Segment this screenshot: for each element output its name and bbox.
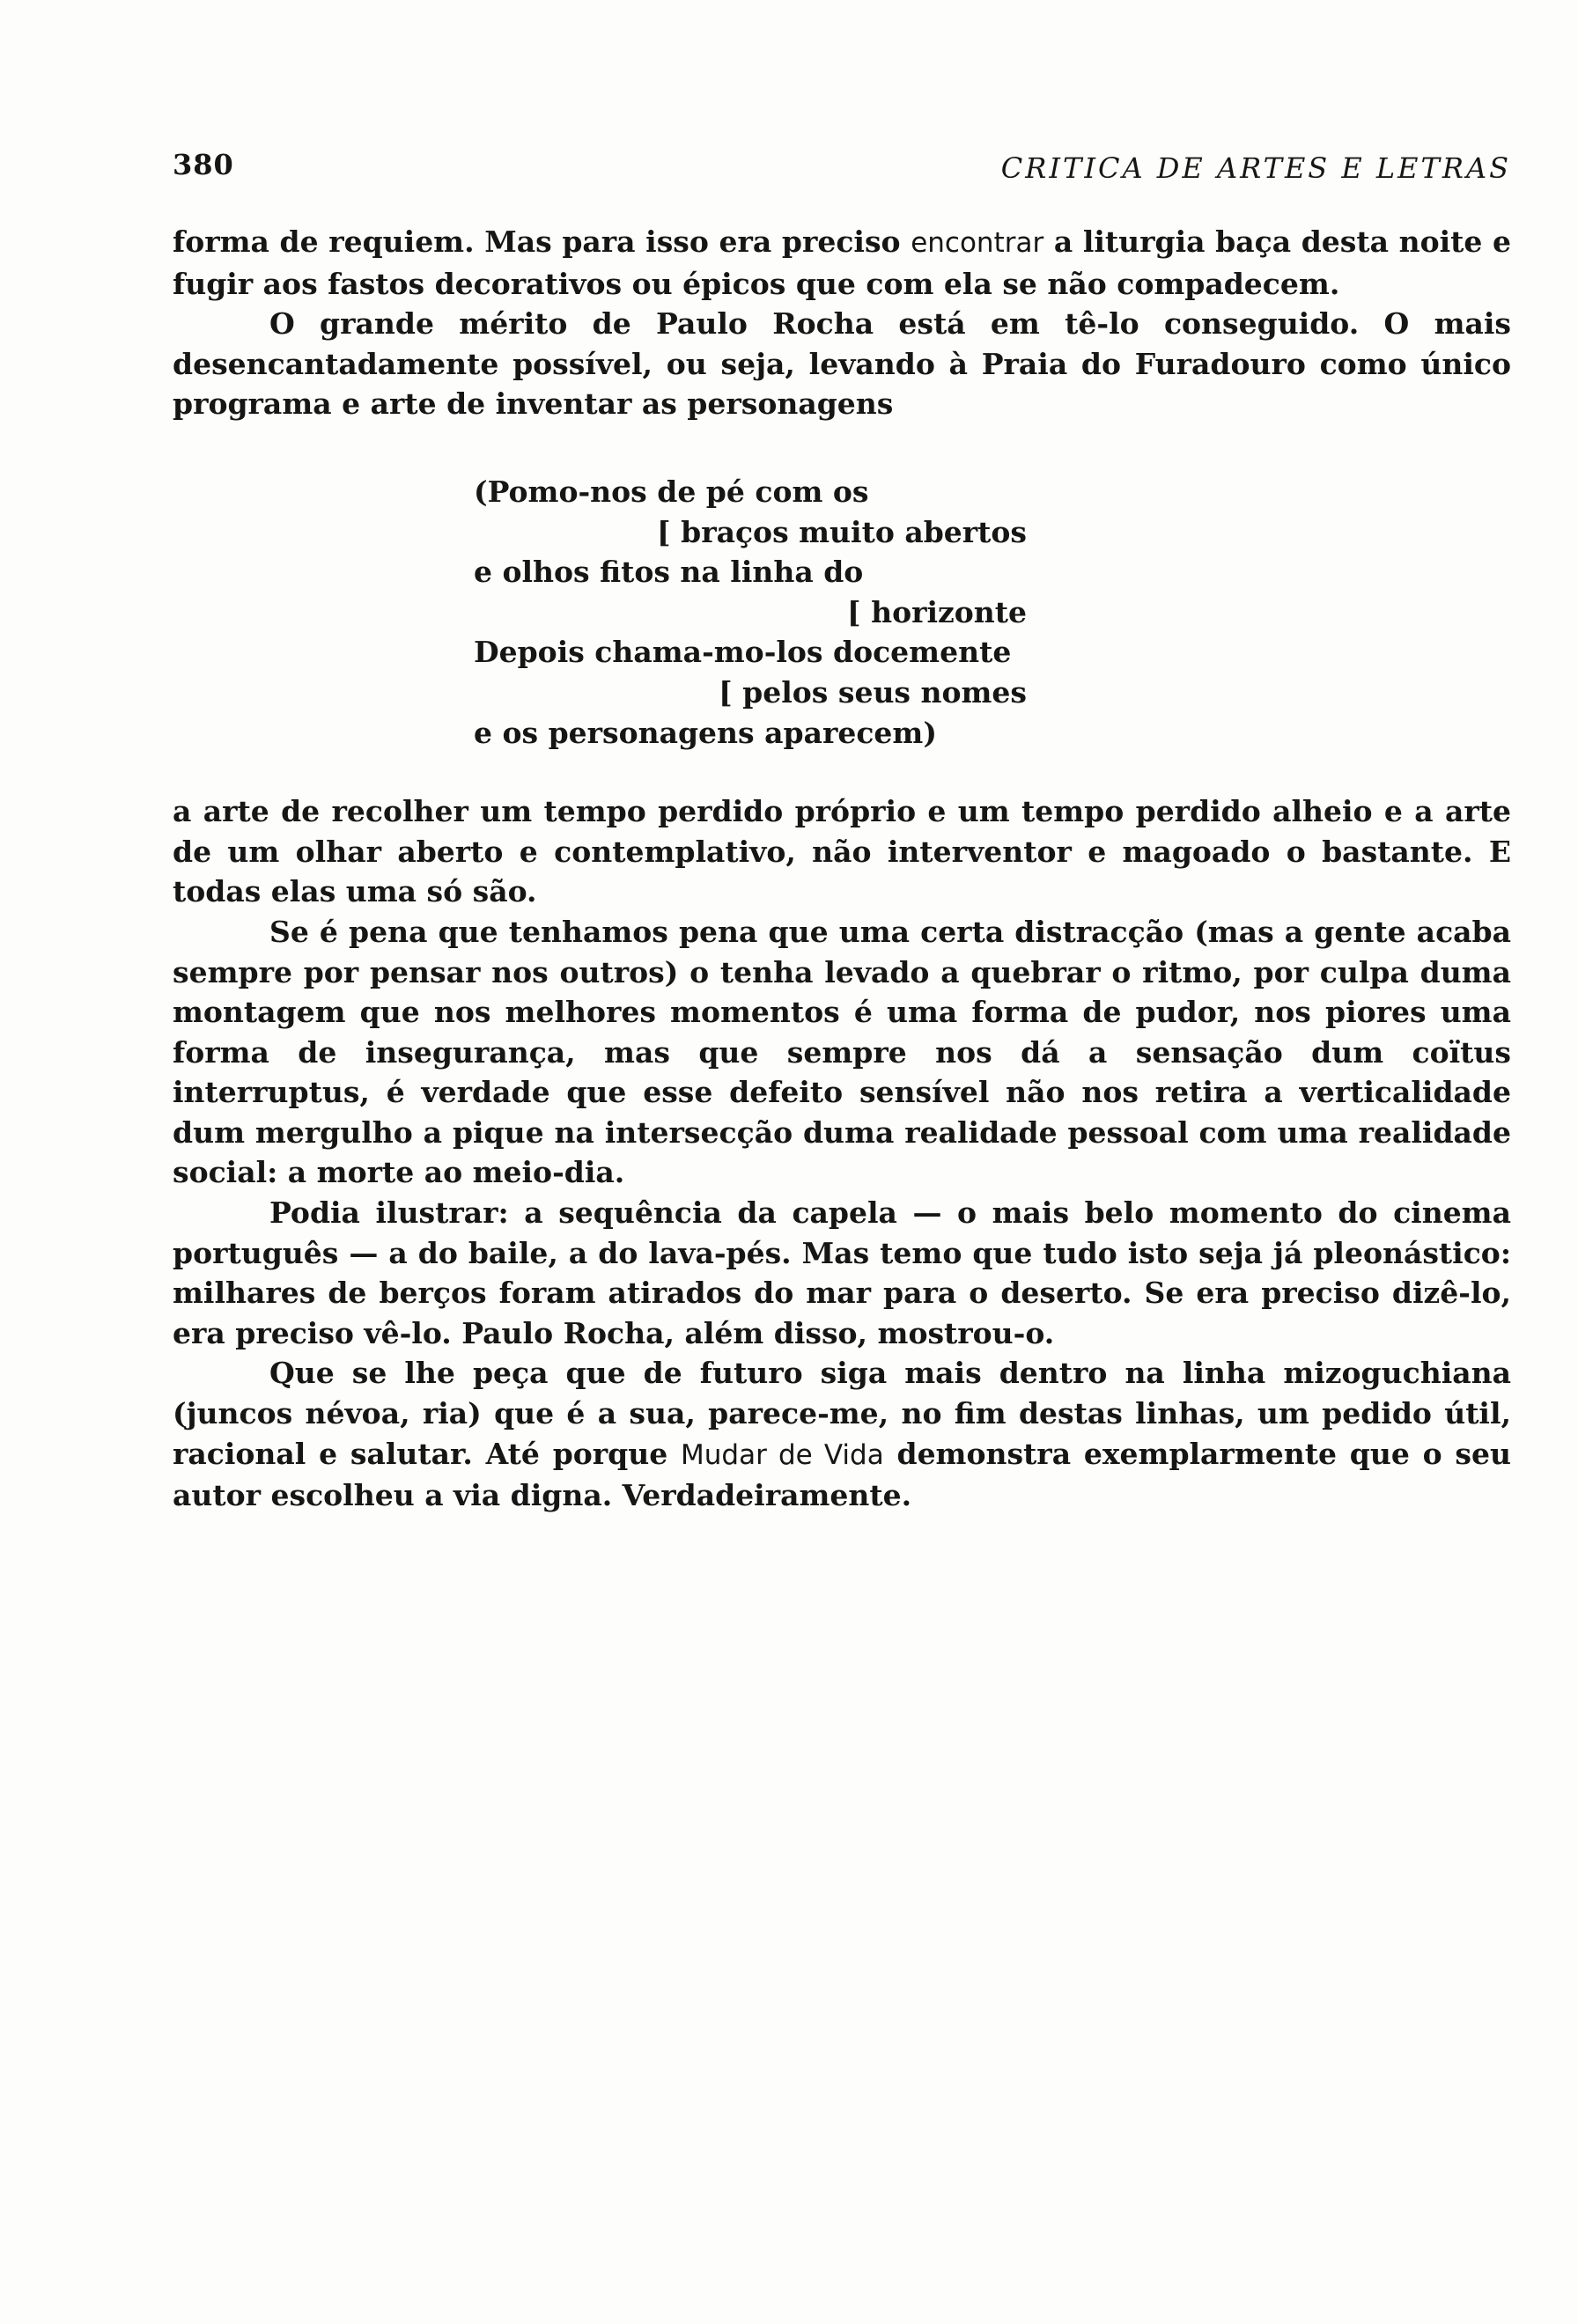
paragraph-1-text-a: forma de requiem. Mas para isso era preciso xyxy=(173,224,911,259)
paragraph-5: Podia ilustrar: a sequência da capela — o mais belo momento do cinema português — a do baile, a do lava-pés. Mas temo que tudo isto seja já pleonástico: milhares de berços foram atirados do mar para o deserto. Se era preciso dizê-lo, era preciso vê-lo. Paulo Rocha, além disso, mostrou-o. xyxy=(173,1195,1511,1350)
paragraph-1-text-b: a liturgia baça desta noite e fugir aos fastos decorativos ou épicos que com ela se não compadecem. xyxy=(173,224,1511,301)
poem-line: Depois chama-mo-los docemente xyxy=(474,635,1012,670)
paragraph-2: O grande mérito de Paulo Rocha está em tê-lo conseguido. O mais desencantadamente possível, ou seja, levando à Praia do Furadouro como único programa e arte de inventar as personagens xyxy=(173,306,1511,422)
paragraph-1 xyxy=(173,222,1511,304)
body-text xyxy=(173,222,1511,1516)
paragraph-1-regular-word: encontrar xyxy=(911,227,1044,259)
paragraph-6-text-a: Que se lhe peça que de futuro siga mais dentro na linha mizoguchiana (juncos névoa, ria) que é a sua, parece-me, no fim destas linhas, um pedido útil, racional e salutar. Até porque xyxy=(173,1356,1511,1471)
poem-line: (Pomo-nos de pé com os xyxy=(474,474,869,509)
paragraph-3: a arte de recolher um tempo perdido próprio e um tempo perdido alheio e a arte de um olhar aberto e contemplativo, não interventor e magoado o bastante. E todas elas uma só são. xyxy=(173,794,1511,909)
quoted-poem xyxy=(474,472,1037,753)
poem-line-continuation: [ braços muito abertos xyxy=(657,514,1027,549)
page-number: 380 xyxy=(173,148,234,181)
page-header xyxy=(173,148,1511,192)
paragraph-6 xyxy=(173,1353,1511,1515)
paragraph-6-text-b: demonstra exemplarmente que o seu autor escolheu a via digna. Verdadeiramente. xyxy=(173,1436,1511,1513)
film-title: Mudar de Vida xyxy=(681,1438,884,1471)
poem-line: e olhos fitos na linha do xyxy=(474,555,864,590)
poem-line-continuation: [ pelos seus nomes xyxy=(719,674,1027,710)
paragraph-4: Se é pena que tenhamos pena que uma certa distracção (mas a gente acaba sempre por pensar nos outros) o tenha levado a quebrar o ritmo, por culpa duma montagem que nos melhores momentos é uma forma de pudor, nos piores uma forma de insegurança, mas que sempre nos dá a sensação dum coïtus interruptus, é verdade que esse defeito sensível não nos retira a verticalidade dum mergulho a pique na intersecção duma realidade pessoal com uma realidade social: a morte ao meio-dia. xyxy=(173,914,1511,1190)
poem-line-continuation: [ horizonte xyxy=(846,594,1027,629)
poem-line: e os personagens aparecem) xyxy=(474,715,937,750)
running-title: CRITICA DE ARTES E LETRAS xyxy=(1000,151,1511,185)
